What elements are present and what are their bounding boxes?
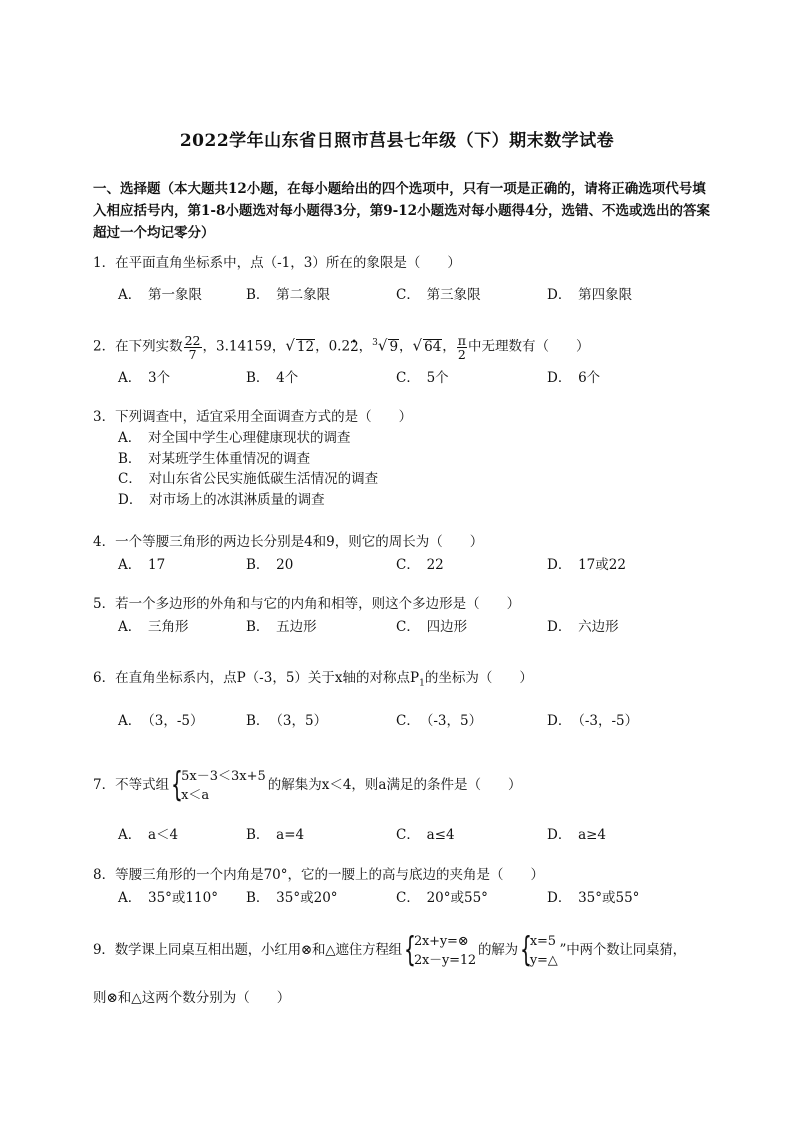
question-2-options [118,366,718,386]
q2-lead: 2．在下列实数 [93,338,183,355]
solution-row-2: y=△ [529,952,558,968]
brace-icon: { [171,764,183,805]
equation-system [403,929,476,970]
subscript: 1 [419,678,425,689]
option-b: B． 第二象限 [246,287,331,303]
option-b: B． 35°或20° [246,890,338,906]
option-d: D． a≥4 [547,827,607,843]
fraction-22-7: $\frac{22}{7}$ [184,332,201,362]
option-b: B． 五边形 [246,619,317,635]
question-5-options [118,615,718,635]
q7-tail: 的解集为x＜4，则a满足的条件是（ ） [267,777,522,793]
q6-text: 的坐标为（ ） [424,670,533,686]
section-heading: 一、选择题（本大题共12小题，在每小题给出的四个选项中，只有一项是正确的，请将正确选项代号填入相应括号内，第1-8小题选对每小题得3分，第9-12小题选对每小题得4分，选错、不选或选出的答案超过一个均记零分） [93,181,710,241]
option-a: A． 17 [118,557,166,573]
question-9 [93,930,733,970]
option-d: D． 六边形 [547,619,619,635]
question-7-options [118,823,718,843]
option-d: D． （-3，-5） [547,713,639,729]
option-c: C． 20°或55° [396,890,488,906]
brace-icon: { [519,929,532,970]
q9-text: 的解为 [477,942,518,958]
option-a: A． 三角形 [118,619,189,635]
q2-text: ，3.14159， [202,338,286,355]
option-b: B． 4个 [246,370,299,386]
solution-row-1: x=5 [529,933,556,949]
option-d: D． 17或22 [547,557,626,573]
option-a: A． （3，-5） [118,713,204,729]
q2-text: ，0.2 [315,338,351,355]
q2-tail: 中无理数有（ ） [468,338,590,355]
question-7 [93,765,733,805]
question-5: 5．若一个多边形的外角和与它的内角和相等，则这个多边形是（ ） [93,596,521,612]
question-3: 3．下列调查中，适宜采用全面调查方式的是（ ） [93,409,413,425]
q9-tail: ”中两个数让同桌猜， [559,942,686,958]
question-8: 8．等腰三角形的一个内角是70°，它的一腰上的高与底边的夹角是（ ） [93,867,545,883]
option-b: B． a=4 [246,827,305,843]
question-2 [93,328,733,362]
option-b: B． 对某班学生体重情况的调查 [118,451,311,467]
option-c: C． 5个 [396,370,449,386]
question-9-line-2: 则⊗和△这两个数分别为（ ） [93,990,291,1006]
equation-row-1: 2x+y=⊗ [413,933,469,949]
q2-text: ， [358,338,373,355]
q2-text: ， [442,338,456,355]
q7-lead: 7．不等式组 [93,777,170,793]
option-d: D． 6个 [547,370,601,386]
page-title: 2022学年山东省日照市莒县七年级（下）期末数学试卷 [179,131,615,151]
question-4-options [118,553,718,573]
option-b: B． （3，5） [246,713,328,729]
inequality-system [171,764,266,805]
sqrt-sign: √ [285,336,295,355]
option-d: D． 对市场上的冰淇淋质量的调查 [118,492,325,508]
cbrt-9: 9 [389,338,399,355]
option-d: D． 35°或55° [547,890,640,906]
option-a: A． 35°或110° [118,890,218,906]
question-1: 1．在平面直角坐标系中，点（-1，3）所在的象限是（ ） [93,255,461,271]
question-6 [93,668,733,694]
brace-icon: { [403,929,416,970]
solution-system [519,929,558,970]
sqrt-64: 64 [424,338,442,355]
option-a: A． a＜4 [118,827,179,843]
sqrt-sign: √ [412,336,423,355]
repeating-digit: • 2 [350,339,359,355]
question-1-options [118,283,718,303]
inequality-row-2: x＜a [181,787,210,803]
sqrt-sign: √ [377,336,388,355]
option-b: B． 20 [246,557,294,573]
inequality-row-1: 5x－3＜3x+5 [181,768,266,784]
q6-text: 6．在直角坐标系内，点P（-3，5）关于x轴的对称点P [93,670,420,686]
option-d: D． 第四象限 [547,287,633,303]
option-a: A． 第一象限 [118,287,202,303]
option-c: C． a≤4 [396,827,455,843]
option-c: C． 四边形 [396,619,468,635]
option-a: A． 对全国中学生心理健康现状的调查 [118,430,351,446]
option-c: C． 第三象限 [396,287,481,303]
option-c: C． （-3，5） [396,713,483,729]
q2-text: ， [399,338,413,355]
cube-root-index: 3 [372,338,378,348]
option-c: C． 22 [396,557,444,573]
question-6-options [118,709,718,729]
sqrt-12: 12 [296,338,315,355]
q9-lead: 9．数学课上同桌互相出题，小红用⊗和△遮住方程组 [93,942,402,958]
option-c: C． 对山东省公民实施低碳生活情况的调查 [118,471,379,487]
fraction-pi-2: $\frac{\pi}{2}$ [457,332,467,362]
option-a: A． 3个 [118,370,171,386]
equation-row-2: 2x－y=12 [413,952,476,968]
question-8-options [118,886,718,906]
question-4: 4．一个等腰三角形的两边长分别是4和9，则它的周长为（ ） [93,534,484,550]
